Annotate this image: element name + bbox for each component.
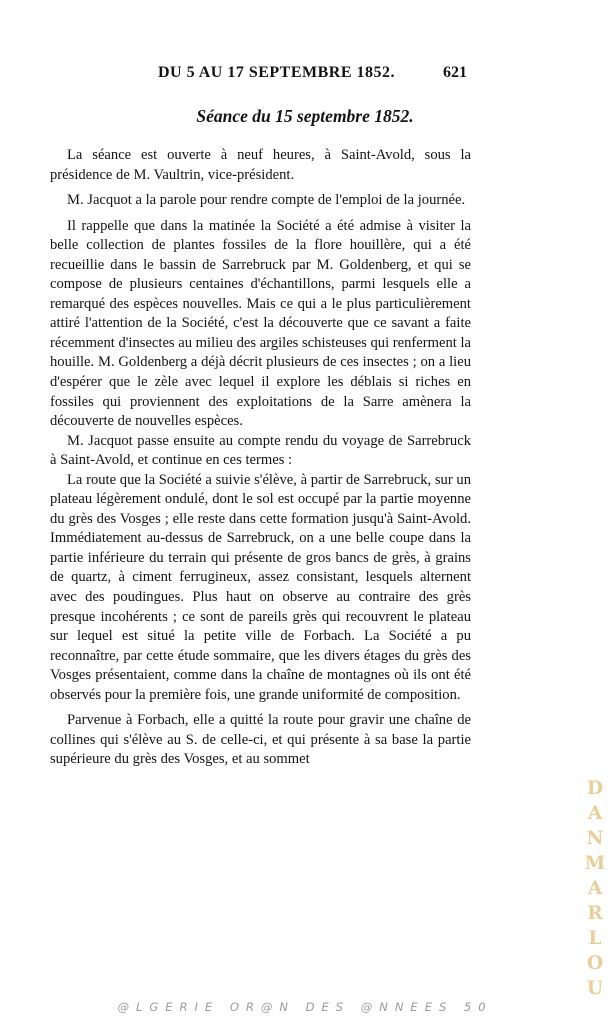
page-header	[0, 64, 610, 86]
paragraph-voyage-intro: M. Jacquot passe ensuite au compte rendu du voyage de Sarrebruck à Saint-Avold, et continue en ces termes :	[50, 432, 471, 469]
footer-watermark: @LGERIE OR@N DES @NNEES 50	[117, 1000, 493, 1014]
session-title: Séance du 15 septembre 1852.	[196, 106, 414, 126]
paragraph-route-geology: La route que la Société a suivie s'élève, à partir de Sarrebruck, sur un plateau légèrement ondulé, dont le sol est occupé par la partie moyenne du grès des Vosges ; elle reste dans cette formation jusqu'à Saint-Avold. Immédiatement au-dessus de Sarrebruck, on a une belle coupe dans la partie inférieure du terrain qui présente de gros bancs de grès, à grains de quartz, à ciment ferrugineux, assez consistant, lesquels alternent avec des poudingues. Plus haut on observe au contraire des grès presque incohérents ; ce sont de pareils grès qui recouvrent le plateau sur lequel est situé la petite ville de Forbach. La Société a pu reconnaître, par cette étude sommaire, que les divers étages du grès des Vosges présentaient, comme dans la chaîne de montagnes où ils ont été observés pour la première fois, une grande uniformité de composition.	[50, 471, 471, 703]
paragraph-forbach: Parvenue à Forbach, elle a quitté la route pour gravir une chaîne de collines qui s'élève au S. de celle-ci, et qui présente à sa base la partie supérieure du grès des Vosges, et au sommet	[50, 712, 471, 768]
vertical-watermark: DANMARLOU	[584, 778, 606, 999]
running-head: DU 5 AU 17 SEPTEMBRE 1852.	[158, 64, 396, 81]
page-number: 621	[443, 64, 467, 81]
body-text	[50, 146, 471, 770]
paragraph-jacquot-report: M. Jacquot a la parole pour rendre compte de l'emploi de la journée.	[67, 192, 466, 209]
paragraph-opening: La séance est ouverte à neuf heures, à Saint-Avold, sous la présidence de M. Vaultrin, vice-président.	[50, 147, 471, 183]
paragraph-goldenberg-collection: Il rappelle que dans la matinée la Société a été admise à visiter la belle collection de plantes fossiles de la flore houillère, qui a été recueillie dans le bassin de Sarrebruck par M. Goldenberg, et qui se compose de plusieurs centaines d'échantillons, parmi lesquels elle a remarqué des espèces nouvelles. Mais ce qui a le plus particulièrement attiré l'attention de la Société, c'est la découverte que ce savant a faite récemment d'insectes au milieu des argiles schisteuses qui renferment la houille. M. Goldenberg a déjà décrit plusieurs de ces insectes ; on a lieu d'espérer que le zèle avec lequel il explore les déblais si riches en fossiles qui proviennent des exploitations de la Sarre amènera la découverte de nouvelles espèces.	[50, 217, 471, 430]
